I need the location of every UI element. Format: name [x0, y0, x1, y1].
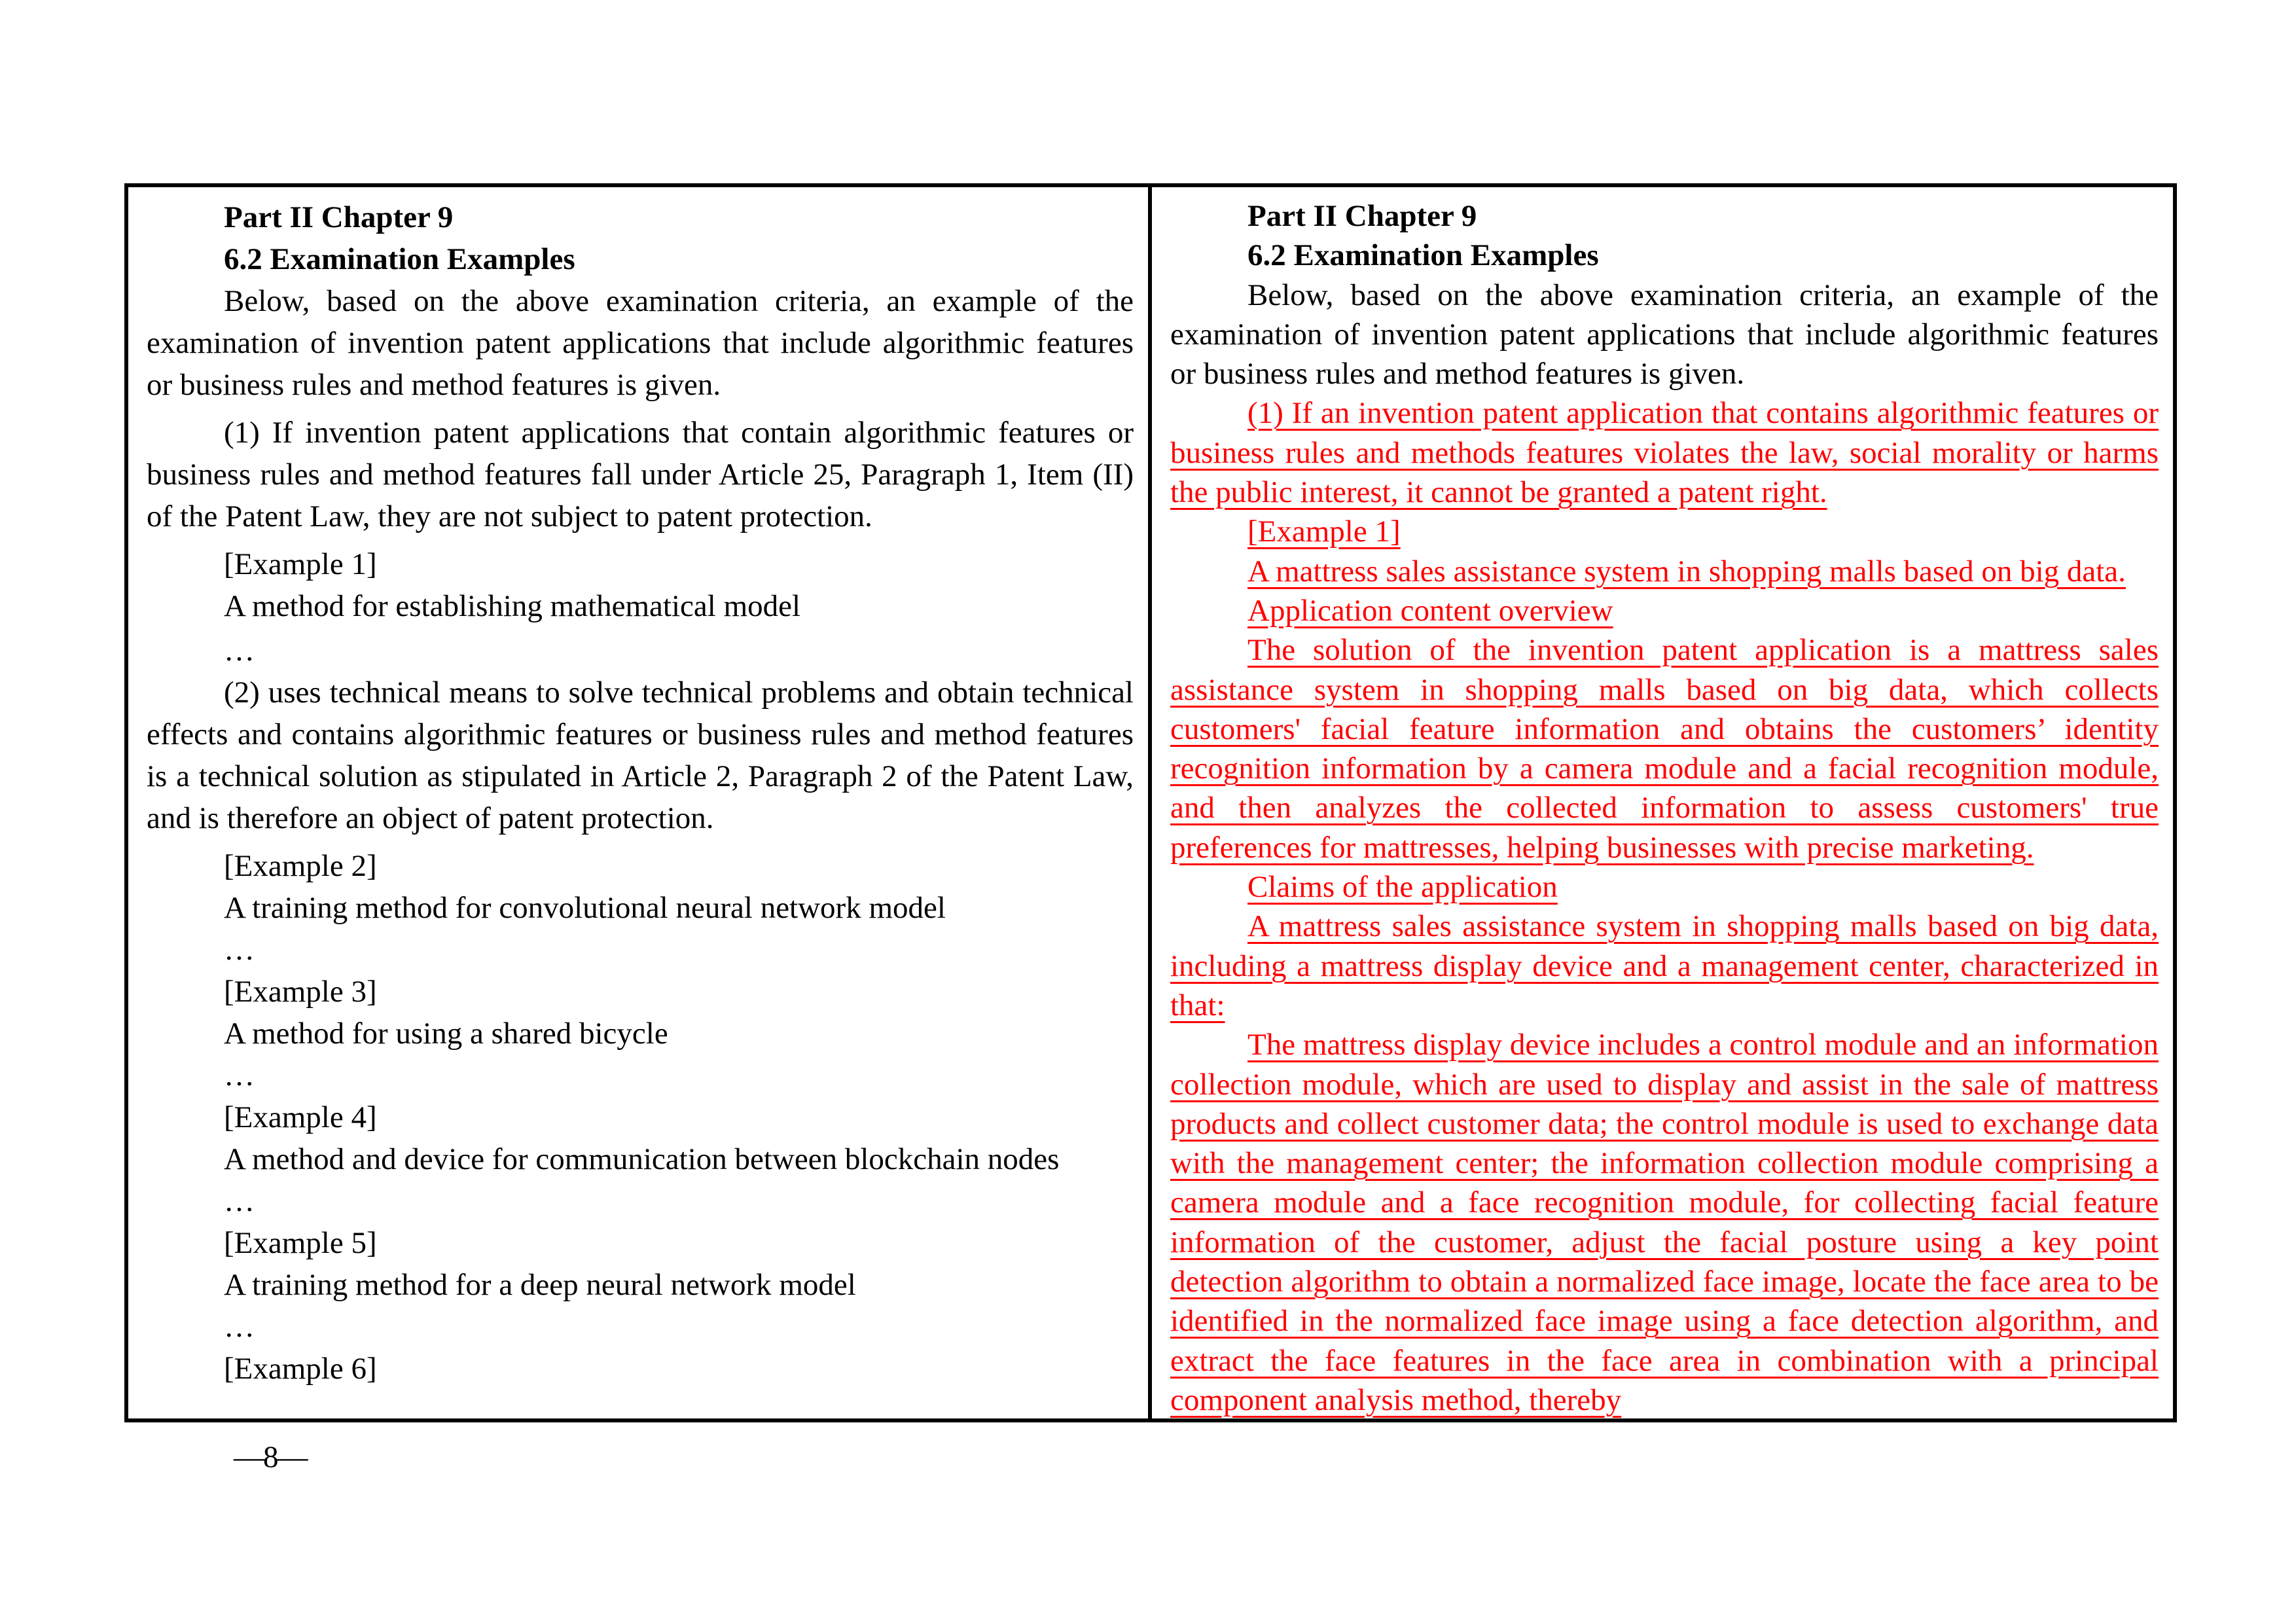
- section-heading: 6.2 Examination Examples: [224, 242, 575, 276]
- original-text-column: [128, 187, 1152, 1418]
- example-1-title: A method for establishing mathematical model: [224, 589, 801, 623]
- item-1-paragraph: (1) If invention patent applications that contain algorithmic features or business rules and method features fall under Article 25, Paragraph 1, Item (II) of the Patent Law, they are not subject to patent protection.: [147, 416, 1134, 533]
- example-6-label: [Example 6]: [224, 1352, 377, 1386]
- inserted-text: The solution of the invention patent application is a mattress sales assistance system in shopping malls based on big data, which collects customers' facial feature information and obtains the customers’ identity recognition information by a camera module and a facial recognition module, and then analyzes the collected information to assess customers' true preferences for mattresses, helping businesses with precise marketing.: [1170, 633, 2159, 865]
- example-2-label: [Example 2]: [224, 849, 377, 883]
- intro-paragraph: Below, based on the above examination criteria, an example of the examination of invention patent applications that include algorithmic features or business rules and method features is given.: [147, 284, 1134, 402]
- example-3-label: [Example 3]: [224, 975, 377, 1009]
- inserted-claims-intro: [1170, 907, 2159, 1025]
- ellipsis: …: [224, 1184, 256, 1218]
- ellipsis: …: [224, 933, 256, 967]
- inserted-text: The mattress display device includes a control module and an information collection module, which are used to display and assist in the sale of mattress products and collect customer data; the control module is used to exchange data with the management center; the information collection module comprising a camera module and a face recognition module, for collecting facial feature information of the customer, adjust the facial posture using a key point detection algorithm to obtain a normalized face image, locate the face area to be identified in the normalized face image using a face detection algorithm, and extract the face features in the face area in combination with a principal component analysis method, thereby: [1170, 1028, 2159, 1417]
- inserted-overview-text: [1170, 630, 2159, 867]
- ellipsis: …: [224, 1310, 256, 1344]
- inserted-item-1-paragraph: [1170, 393, 2159, 512]
- example-4-title: A method and device for communication between blockchain nodes: [224, 1142, 1060, 1176]
- ellipsis: …: [224, 1058, 256, 1092]
- inserted-text: Claims of the application: [1247, 870, 1558, 905]
- section-heading: 6.2 Examination Examples: [1247, 238, 1599, 273]
- inserted-example-1-title: [1170, 552, 2159, 591]
- inserted-claims-heading: [1170, 867, 2159, 907]
- inserted-text: A mattress sales assistance system in shopping malls based on big data.: [1247, 554, 2126, 588]
- item-2-paragraph: (2) uses technical means to solve technical problems and obtain technical effects and contains algorithmic features or business rules and method features is a technical solution as stipulated in Article 2, Paragraph 2 of the Patent Law, and is therefore an object of patent protection.: [147, 676, 1134, 835]
- inserted-example-1-label: [1170, 512, 2159, 551]
- example-5-label: [Example 5]: [224, 1226, 377, 1260]
- inserted-text: [Example 1]: [1247, 514, 1401, 549]
- chapter-heading: Part II Chapter 9: [1247, 199, 1477, 233]
- inserted-text: Application content overview: [1247, 593, 1613, 628]
- example-1-label: [Example 1]: [224, 547, 377, 581]
- example-5-title: A training method for a deep neural network model: [224, 1268, 856, 1302]
- comparison-table: [124, 183, 2177, 1422]
- inserted-text: (1) If an invention patent application that contains algorithmic features or business rules and methods features violates the law, social morality or harms the public interest, it cannot be granted a patent right.: [1170, 396, 2159, 510]
- example-4-label: [Example 4]: [224, 1100, 377, 1134]
- page-number: —8—: [234, 1440, 307, 1474]
- example-2-title: A training method for convolutional neural network model: [224, 891, 946, 925]
- inserted-text: A mattress sales assistance system in shopping malls based on big data, including a mattress display device and a management center, characterized in that:: [1170, 909, 2159, 1022]
- inserted-overview-heading: [1170, 591, 2159, 630]
- example-3-title: A method for using a shared bicycle: [224, 1017, 668, 1051]
- inserted-claims-body: [1170, 1025, 2159, 1418]
- chapter-heading: Part II Chapter 9: [224, 200, 454, 234]
- revised-text-column: [1152, 187, 2173, 1418]
- ellipsis: …: [224, 634, 256, 668]
- intro-paragraph: Below, based on the above examination criteria, an example of the examination of invention patent applications that include algorithmic features or business rules and method features is given.: [1170, 278, 2159, 391]
